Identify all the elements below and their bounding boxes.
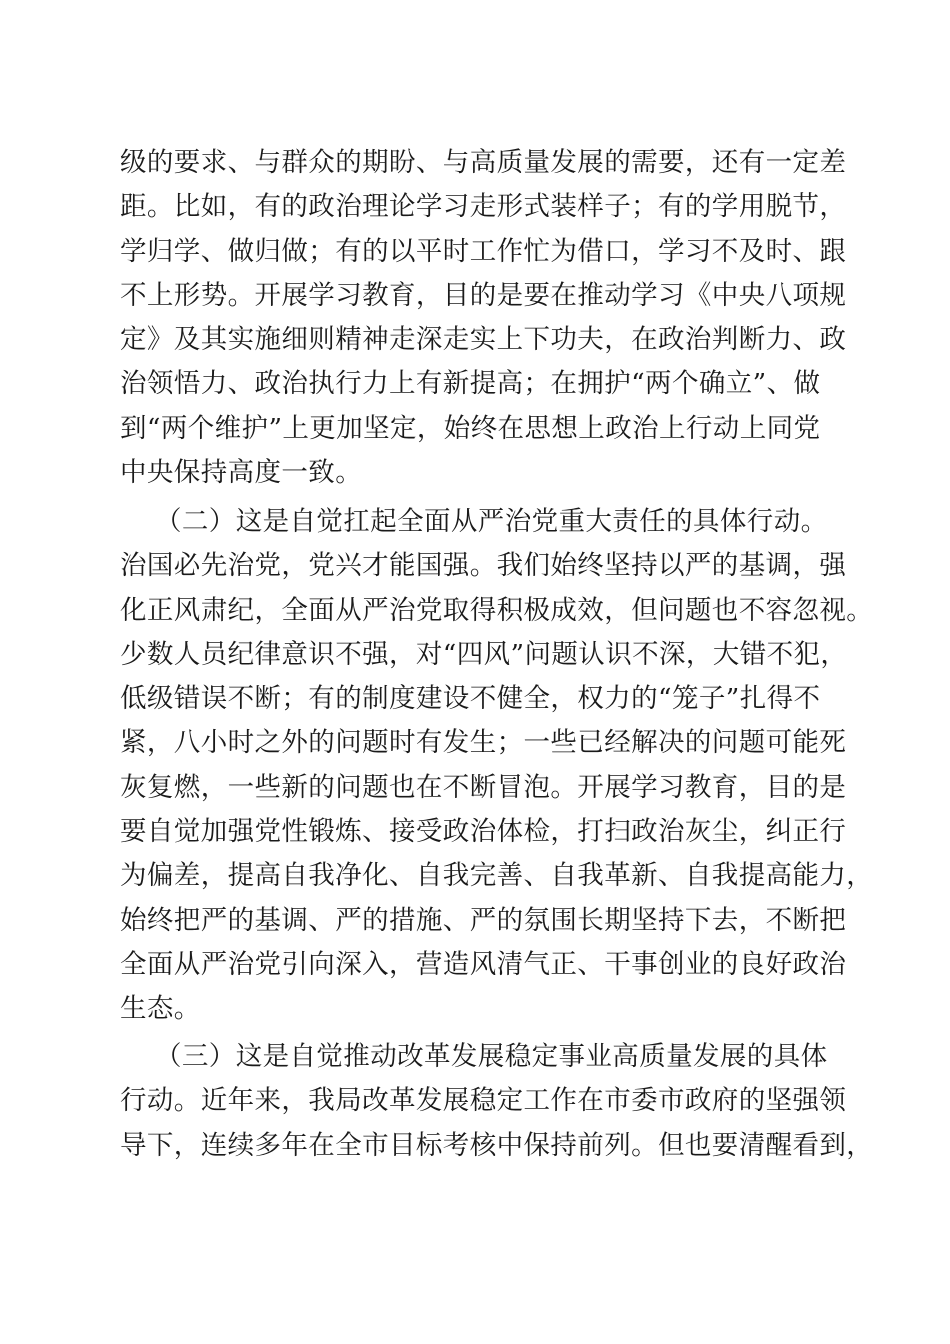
section-heading-line: （二）这是自觉扛起全面从严治党重大责任的具体行动。	[155, 506, 828, 537]
text-line: 全面从严治党引向深入，营造风清气正、干事创业的良好政治	[120, 948, 847, 980]
paragraph-section-3	[120, 1035, 874, 1168]
text-line: 要自觉加强党性锻炼、接受政治体检，打扫政治灰尘，纠正行	[120, 816, 847, 848]
text-line: 生态。	[120, 993, 201, 1025]
text-line: 学归学、做归做；有的以平时工作忙为借口，学习不及时、跟	[120, 235, 847, 267]
paragraph-continuation	[120, 141, 847, 495]
text-line: 中央保持高度一致。	[120, 457, 363, 489]
text-line: 不上形势。开展学习教育，目的是要在推动学习《中央八项规	[120, 279, 847, 311]
text-line: 导下，连续多年在全市目标考核中保持前列。但也要清醒看到，	[120, 1129, 874, 1161]
text-line: 灰复燃，一些新的问题也在不断冒泡。开展学习教育，目的是	[120, 771, 847, 803]
text-line: 始终把严的基调、严的措施、严的氛围长期坚持下去，不断把	[120, 904, 847, 936]
text-line: 治领悟力、政治执行力上有新提高；在拥护“两个确立”、做	[120, 368, 821, 400]
text-line: 定》及其实施细则精神走深走实上下功夫，在政治判断力、政	[120, 324, 847, 356]
section-heading-line: （三）这是自觉推动改革发展稳定事业高质量发展的具体	[155, 1041, 828, 1072]
text-line: 行动。近年来，我局改革发展稳定工作在市委市政府的坚强领	[120, 1085, 847, 1117]
text-line: 化正风肃纪，全面从严治党取得积极成效，但问题也不容忽视。	[120, 594, 874, 626]
text-line: 级的要求、与群众的期盼、与高质量发展的需要，还有一定差	[120, 147, 847, 178]
text-line: 治国必先治党，党兴才能国强。我们始终坚持以严的基调，强	[120, 550, 847, 582]
paragraph-section-2	[120, 500, 874, 1032]
text-line: 低级错误不断；有的制度建设不健全，权力的“笼子”扎得不	[120, 683, 821, 715]
text-line: 到“两个维护”上更加坚定，始终在思想上政治上行动上同党	[120, 412, 821, 444]
text-line: 距。比如，有的政治理论学习走形式装样子；有的学用脱节，	[120, 191, 847, 223]
text-line: 少数人员纪律意识不强，对“四风”问题认识不深，大错不犯，	[120, 638, 848, 670]
text-line: 紧，八小时之外的问题时有发生；一些已经解决的问题可能死	[120, 727, 847, 759]
text-line: 为偏差，提高自我净化、自我完善、自我革新、自我提高能力，	[120, 860, 874, 892]
